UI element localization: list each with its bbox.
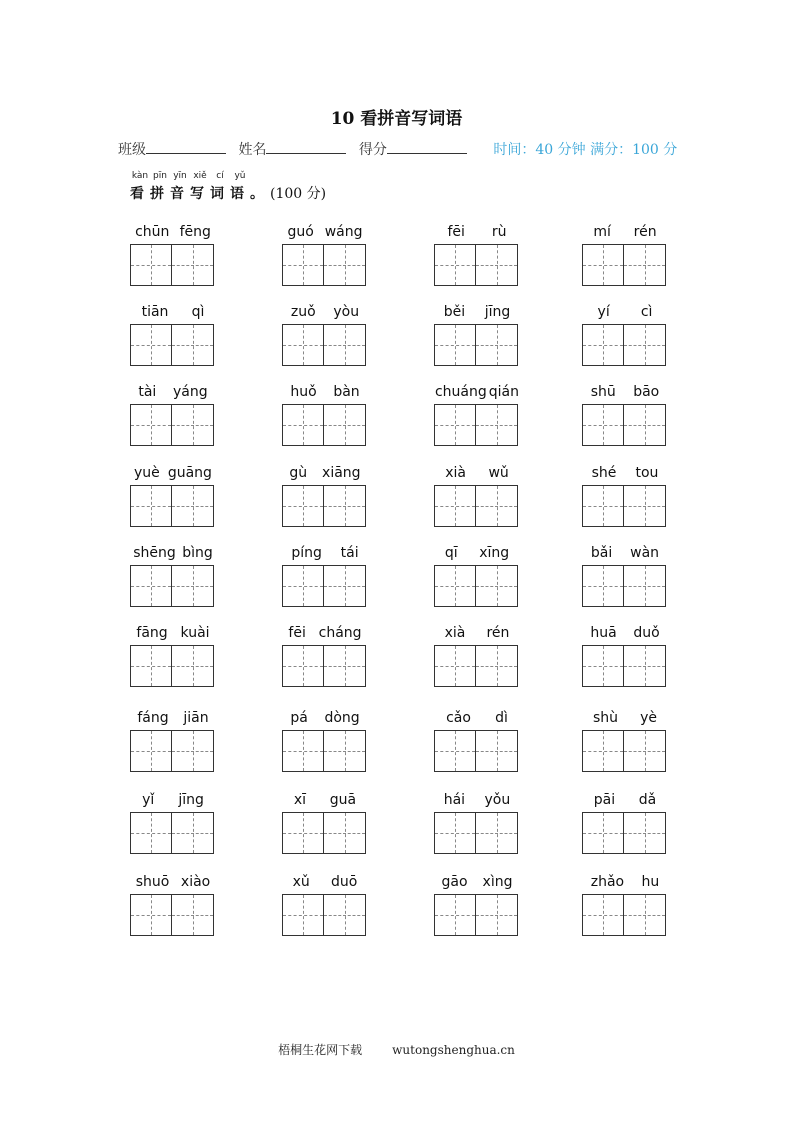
tianzige-boxes [582,645,668,687]
tianzige-boxes [582,404,668,446]
tianzige-boxes [130,730,216,772]
tianzige-cell[interactable] [624,324,666,366]
tianzige-cell[interactable] [282,812,324,854]
tianzige-boxes [130,485,216,527]
word-item [282,872,368,936]
tianzige-cell[interactable] [624,565,666,607]
tianzige-boxes [282,485,368,527]
instruction-text [130,183,326,203]
pinyin-syllable: rén [486,625,510,641]
tianzige-cell[interactable] [582,645,624,687]
pinyin-syllable: wàn [630,545,660,561]
pinyin-syllable: xī [293,792,307,808]
word-item [582,302,668,366]
pinyin-syllable: guó [287,224,314,240]
tianzige-cell[interactable] [582,812,624,854]
pinyin-syllable: gù [289,465,308,481]
word-pinyin [130,382,216,400]
pinyin-syllable: shù [593,710,619,726]
tianzige-boxes [582,244,668,286]
pinyin-syllable: bàn [333,384,360,400]
tianzige-cell[interactable] [582,894,624,936]
word-pinyin [582,623,668,641]
tianzige-cell[interactable] [476,244,518,286]
word-pinyin [582,302,668,320]
word-item [282,790,368,854]
word-item [582,872,668,936]
pinyin-syllable: chuáng [434,384,487,400]
tianzige-cell[interactable] [172,812,214,854]
pinyin-syllable: dǎ [638,792,657,808]
word-pinyin [434,382,520,400]
word-pinyin [282,708,368,726]
tianzige-cell[interactable] [130,730,172,772]
pinyin-syllable: fēi [447,224,465,240]
word-item [282,463,368,527]
tianzige-boxes [130,894,216,936]
word-pinyin [434,790,520,808]
tianzige-boxes [582,324,668,366]
pinyin-syllable: xià [444,625,466,641]
word-item [434,463,520,527]
word-item [130,463,216,527]
tianzige-cell[interactable] [282,485,324,527]
instruction-pinyin-5: cí [216,171,224,181]
tianzige-cell[interactable] [324,894,366,936]
class-label: 班级 [118,142,146,158]
tianzige-cell[interactable] [624,812,666,854]
word-item [582,222,668,286]
word-pinyin [282,872,368,890]
tianzige-boxes [582,485,668,527]
word-pinyin [582,382,668,400]
tianzige-cell[interactable] [172,730,214,772]
tianzige-cell[interactable] [172,404,214,446]
tianzige-cell[interactable] [282,894,324,936]
pinyin-syllable: pá [290,710,308,726]
word-item [282,302,368,366]
score-label: 得分 [358,142,387,158]
tianzige-cell[interactable] [324,324,366,366]
word-item [582,708,668,772]
pinyin-syllable: dòng [324,710,360,726]
word-item [434,790,520,854]
name-label: 姓名 [238,142,267,158]
tianzige-cell[interactable] [130,404,172,446]
word-item [130,623,216,687]
word-pinyin [130,222,216,240]
tianzige-cell[interactable] [130,894,172,936]
tianzige-boxes [582,894,668,936]
pinyin-syllable: zuǒ [290,304,316,320]
word-item [130,790,216,854]
word-item [434,382,520,446]
pinyin-syllable: mí [593,224,611,240]
tianzige-boxes [130,324,216,366]
pinyin-syllable: yáng [173,384,208,400]
pinyin-syllable: yí [597,304,610,320]
word-pinyin [582,222,668,240]
pinyin-syllable: xīng [479,545,510,561]
page-title: 10 看拼音写词语 [330,109,463,129]
tianzige-cell[interactable] [130,244,172,286]
word-item [282,708,368,772]
tianzige-cell[interactable] [476,730,518,772]
tianzige-cell[interactable] [434,485,476,527]
word-pinyin [434,623,520,641]
pinyin-syllable: rén [633,224,657,240]
tianzige-cell[interactable] [130,485,172,527]
tianzige-cell[interactable] [282,324,324,366]
pinyin-syllable: píng [291,545,322,561]
pinyin-syllable: bìng [182,545,213,561]
tianzige-cell[interactable] [130,812,172,854]
tianzige-cell[interactable] [434,894,476,936]
pinyin-syllable: běi [443,304,466,320]
pinyin-syllable: duǒ [633,625,660,641]
word-pinyin [282,382,368,400]
pinyin-syllable: xǔ [292,874,310,890]
pinyin-syllable: duō [331,874,358,890]
tianzige-cell[interactable] [434,565,476,607]
pinyin-syllable: fāng [136,625,168,641]
tianzige-cell[interactable] [476,894,518,936]
pinyin-syllable: fēi [288,625,306,641]
word-item [434,623,520,687]
pinyin-syllable: cháng [318,625,362,641]
instruction-pinyin-1: kàn [131,171,149,181]
tianzige-cell[interactable] [282,645,324,687]
word-item [130,302,216,366]
pinyin-syllable: dì [495,710,508,726]
class-blank[interactable] [146,139,226,154]
tianzige-cell[interactable] [476,645,518,687]
pinyin-syllable: shū [590,384,616,400]
tianzige-boxes [130,645,216,687]
tianzige-cell[interactable] [476,565,518,607]
pinyin-syllable: tou [635,465,659,481]
tianzige-cell[interactable] [434,812,476,854]
tianzige-boxes [582,730,668,772]
tianzige-cell[interactable] [582,404,624,446]
tianzige-cell[interactable] [624,645,666,687]
pinyin-syllable: yǒu [484,792,511,808]
word-pinyin [282,302,368,320]
pinyin-syllable: yòu [333,304,360,320]
pinyin-syllable: qì [191,304,205,320]
instruction-pinyin-6: yǔ [234,171,246,181]
tianzige-boxes [434,404,520,446]
footer-url: wutongshenghua.cn [392,1043,515,1057]
tianzige-boxes [282,645,368,687]
tianzige-boxes [130,244,216,286]
word-pinyin [130,623,216,641]
pinyin-syllable: bāo [633,384,660,400]
pinyin-syllable: yè [640,710,657,726]
word-item [434,708,520,772]
tianzige-boxes [130,812,216,854]
pinyin-syllable: yǐ [142,792,155,808]
tianzige-cell[interactable] [324,645,366,687]
tianzige-boxes [582,565,668,607]
tianzige-boxes [282,244,368,286]
pinyin-syllable: kuài [180,625,210,641]
word-item [130,222,216,286]
word-item [434,543,520,607]
word-item [434,872,520,936]
word-pinyin [582,708,668,726]
word-item [282,382,368,446]
pinyin-syllable: wǔ [488,465,509,481]
tianzige-boxes [434,812,520,854]
tianzige-cell[interactable] [130,645,172,687]
tianzige-cell[interactable] [434,645,476,687]
pinyin-syllable: rù [491,224,507,240]
tianzige-cell[interactable] [130,324,172,366]
pinyin-syllable: fēng [179,224,211,240]
pinyin-syllable: qián [488,384,519,400]
instruction-pinyin-4: xiě [193,171,207,181]
tianzige-cell[interactable] [324,730,366,772]
tianzige-cell[interactable] [434,404,476,446]
tianzige-cell[interactable] [172,565,214,607]
tianzige-cell[interactable] [172,485,214,527]
tianzige-cell[interactable] [582,324,624,366]
tianzige-boxes [434,645,520,687]
word-pinyin [434,543,520,561]
tianzige-cell[interactable] [282,404,324,446]
tianzige-boxes [282,565,368,607]
pinyin-syllable: pāi [593,792,616,808]
tianzige-cell[interactable] [434,244,476,286]
tianzige-cell[interactable] [582,730,624,772]
tianzige-cell[interactable] [130,565,172,607]
student-info-line [118,139,677,159]
pinyin-syllable: jīng [178,792,204,808]
footer [0,1041,793,1058]
instruction-pinyin-3: yīn [173,171,187,181]
tianzige-boxes [434,485,520,527]
tianzige-boxes [282,730,368,772]
tianzige-cell[interactable] [476,812,518,854]
word-pinyin [130,872,216,890]
pinyin-syllable: jiān [183,710,209,726]
footer-site-name: 梧桐生花网下载 [278,1043,363,1057]
instruction-pinyin [130,171,326,183]
word-item [582,543,668,607]
word-item [282,222,368,286]
pinyin-syllable: xiāng [322,465,361,481]
tianzige-cell[interactable] [172,645,214,687]
instruction-punct: 。 [250,186,270,202]
tianzige-cell[interactable] [476,404,518,446]
pinyin-syllable: huǒ [290,384,317,400]
tianzige-cell[interactable] [624,894,666,936]
pinyin-syllable: jīng [484,304,511,320]
word-pinyin [130,543,216,561]
pinyin-syllable: guā [329,792,357,808]
pinyin-syllable: cǎo [446,710,471,726]
tianzige-cell[interactable] [434,730,476,772]
pinyin-syllable: tài [138,384,157,400]
word-pinyin [282,222,368,240]
tianzige-cell[interactable] [282,730,324,772]
word-item [130,872,216,936]
pinyin-syllable: tiān [141,304,169,320]
tianzige-boxes [130,404,216,446]
tianzige-cell[interactable] [582,485,624,527]
word-pinyin [582,463,668,481]
pinyin-syllable: chūn [135,224,170,240]
word-item [434,302,520,366]
pinyin-syllable: zhǎo [590,874,625,890]
word-pinyin [130,463,216,481]
tianzige-boxes [282,894,368,936]
pinyin-syllable: wáng [324,224,363,240]
tianzige-cell[interactable] [624,485,666,527]
tianzige-boxes [582,812,668,854]
word-pinyin [434,708,520,726]
word-pinyin [582,790,668,808]
tianzige-cell[interactable] [476,324,518,366]
score-blank[interactable] [387,139,467,154]
pinyin-syllable: huā [590,625,617,641]
tianzige-cell[interactable] [324,244,366,286]
tianzige-cell[interactable] [324,485,366,527]
pinyin-syllable: shé [591,465,617,481]
tianzige-cell[interactable] [324,404,366,446]
tianzige-cell[interactable] [624,404,666,446]
word-item [282,623,368,687]
instruction-score: (100 分) [270,186,327,202]
word-item [582,790,668,854]
word-pinyin [434,463,520,481]
word-pinyin [282,463,368,481]
tianzige-cell[interactable] [434,324,476,366]
tianzige-cell[interactable] [582,565,624,607]
pinyin-syllable: yuè [134,465,160,481]
pinyin-syllable: xiào [180,874,211,890]
tianzige-cell[interactable] [476,485,518,527]
pinyin-syllable: fáng [137,710,169,726]
tianzige-boxes [434,244,520,286]
word-pinyin [130,302,216,320]
pinyin-syllable: hu [641,874,660,890]
word-item [582,382,668,446]
word-pinyin [130,790,216,808]
tianzige-boxes [434,730,520,772]
word-pinyin [582,872,668,890]
tianzige-cell[interactable] [324,812,366,854]
tianzige-cell[interactable] [324,565,366,607]
tianzige-boxes [434,894,520,936]
tianzige-cell[interactable] [582,244,624,286]
word-pinyin [434,872,520,890]
tianzige-cell[interactable] [282,244,324,286]
tianzige-boxes [130,565,216,607]
word-item [582,463,668,527]
tianzige-boxes [282,324,368,366]
word-item [130,543,216,607]
word-pinyin [434,222,520,240]
name-blank[interactable] [266,139,346,154]
pinyin-syllable: qī [444,545,458,561]
tianzige-cell[interactable] [282,565,324,607]
word-pinyin [282,790,368,808]
word-pinyin [582,543,668,561]
tianzige-cell[interactable] [624,244,666,286]
time-score-info: 时间：40 分钟 满分：100 分 [493,142,678,158]
word-pinyin [282,543,368,561]
pinyin-syllable: guāng [167,465,212,481]
pinyin-syllable: bǎi [590,545,613,561]
tianzige-boxes [282,404,368,446]
word-item [282,543,368,607]
instruction-pinyin-2: pīn [153,171,167,181]
pinyin-syllable: shuō [135,874,170,890]
tianzige-boxes [282,812,368,854]
pinyin-syllable: gāo [441,874,468,890]
pinyin-syllable: hái [443,792,466,808]
tianzige-cell[interactable] [624,730,666,772]
word-pinyin [282,623,368,641]
tianzige-cell[interactable] [172,324,214,366]
pinyin-syllable: xià [445,465,466,481]
word-item [130,382,216,446]
word-item [130,708,216,772]
pinyin-syllable: cì [640,304,653,320]
word-pinyin [434,302,520,320]
tianzige-cell[interactable] [172,244,214,286]
instruction [130,171,326,203]
word-item [582,623,668,687]
word-item [434,222,520,286]
pinyin-syllable: tái [340,545,359,561]
tianzige-cell[interactable] [172,894,214,936]
pinyin-syllable: xìng [482,874,513,890]
pinyin-syllable: shēng [133,545,176,561]
tianzige-boxes [434,324,520,366]
instruction-chars: 看拼音写词语 [130,186,250,202]
tianzige-boxes [434,565,520,607]
word-pinyin [130,708,216,726]
